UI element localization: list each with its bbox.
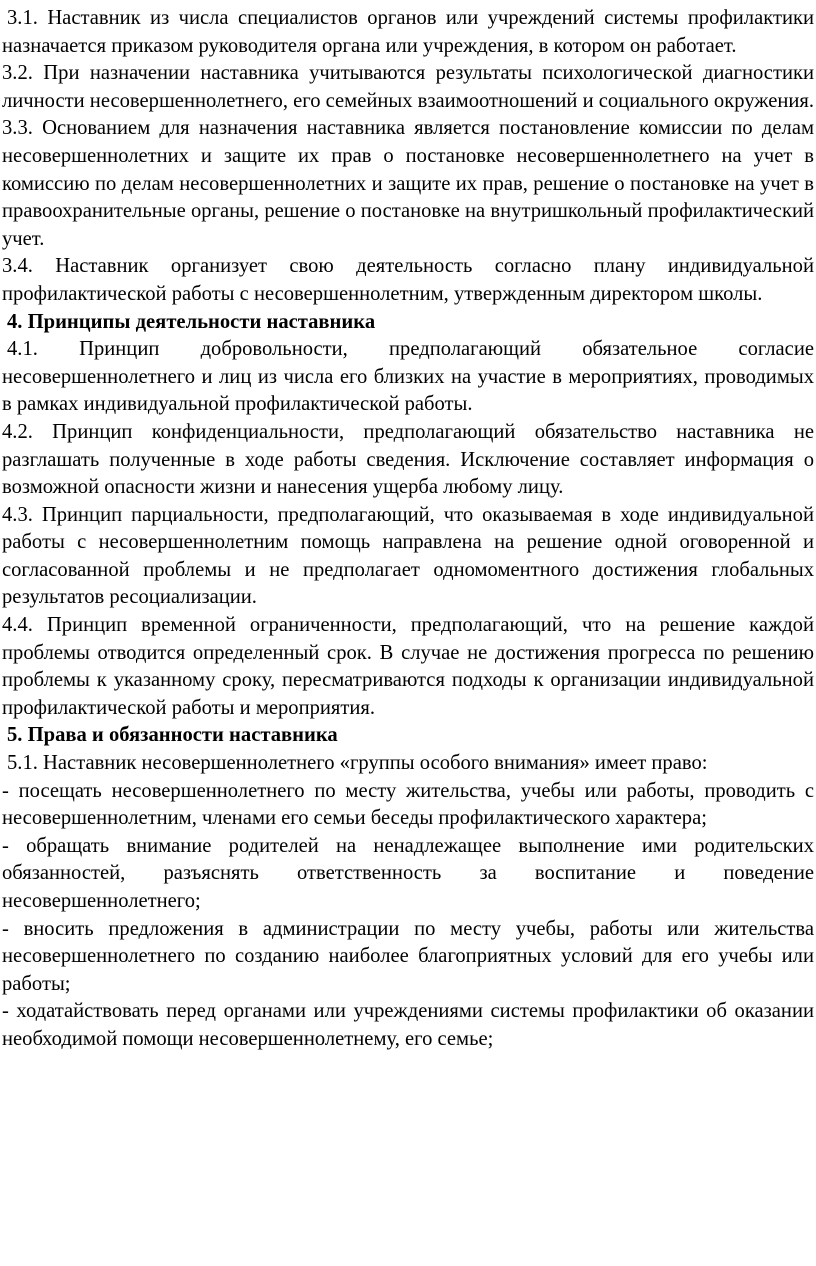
list-item: - ходатайствовать перед органами или учреждениями системы профилактики об оказании необходимой помощи несовершеннолетнему, его семье;	[2, 1000, 814, 1050]
section-5-heading: 5. Права и обязанности наставника	[7, 724, 338, 747]
paragraph-3-1: 3.1. Наставник из числа специалистов органов или учреждений системы профилактики назначается приказом руководителя органа или учреждения, в котором он работает.	[2, 7, 814, 57]
paragraph-3-3: 3.3. Основанием для назначения наставника является постановление комиссии по делам несовершеннолетних и защите их прав о постановке несовершеннолетнего на учет в комиссию по делам несовершеннолетних и защите их прав, решение о постановке на учет в правоохранительные органы, решение о постановке на внутришкольный профилактический учет.	[2, 117, 814, 250]
list-item: - обращать внимание родителей на ненадлежащее выполнение ими родительских обязанностей, разъяснять ответственность за воспитание и поведение несовершеннолетнего;	[2, 834, 814, 912]
paragraph-3-4: 3.4. Наставник организует свою деятельность согласно плану индивидуальной профилактической работы с несовершеннолетним, утвержденным директором школы.	[2, 255, 814, 305]
paragraph-4-3: 4.3. Принцип парциальности, предполагающий, что оказываемая в ходе индивидуальной работы с несовершеннолетним помощь направлена на решение одной оговоренной и согласованной проблемы и не предполагает одномоментного достижения глобальных результатов ресоциализации.	[2, 503, 814, 609]
paragraph-3-2: 3.2. При назначении наставника учитываются результаты психологической диагностики личности несовершеннолетнего, его семейных взаимоотношений и социального окружения.	[2, 62, 815, 112]
section-4-heading: 4. Принципы деятельности наставника	[7, 310, 376, 333]
paragraph-5-1: 5.1. Наставник несовершеннолетнего «группы особого внимания» имеет право:	[7, 752, 708, 775]
paragraph-4-1: 4.1. Принцип добровольности, предполагающий обязательное согласие несовершеннолетнего и лиц из числа его близких на участие в мероприятиях, проводимых в рамках индивидуальной профилактической работы.	[2, 338, 814, 416]
paragraph-4-4: 4.4. Принцип временной ограниченности, предполагающий, что на решение каждой проблемы отводится определенный срок. В случае не достижения прогресса по решению проблемы к указанному сроку, пересматриваются подходы к организации индивидуальной профилактической работы и мероприятия.	[2, 614, 814, 719]
paragraph-4-2: 4.2. Принцип конфиденциальности, предполагающий обязательство наставника не разглашать полученные в ходе работы сведения. Исключение составляет информация о возможной опасности жизни и нанесения ущерба любому лицу.	[2, 420, 814, 499]
list-item: - вносить предложения в администрации по месту учебы, работы или жительства несовершеннолетнего по созданию наиболее благоприятных условий для его учебы или работы;	[2, 917, 814, 995]
list-item: - посещать несовершеннолетнего по месту жительства, учебы или работы, проводить с несовершеннолетним, членами его семьи беседы профилактического характера;	[2, 779, 814, 830]
